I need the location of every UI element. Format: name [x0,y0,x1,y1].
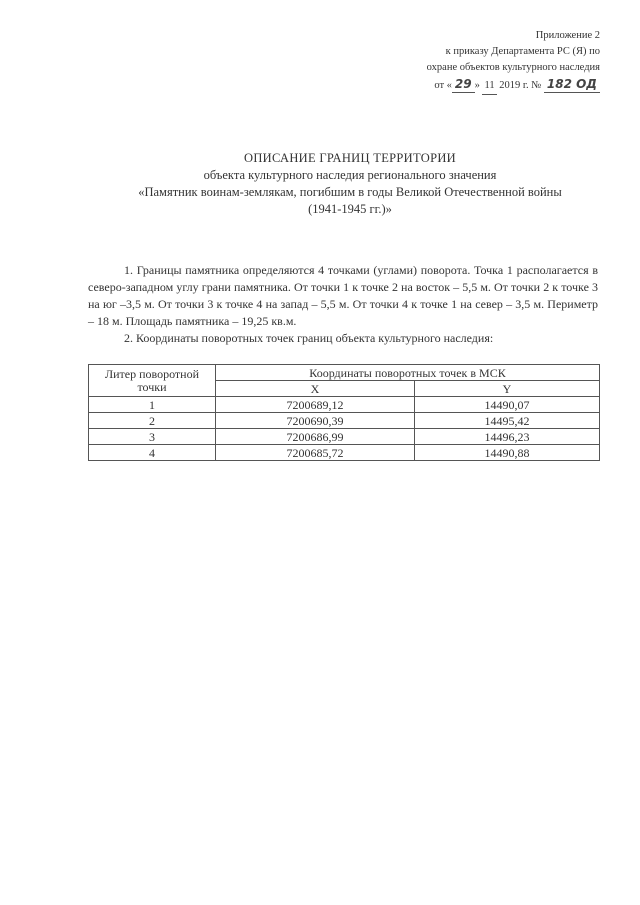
coordinates-table [88,364,600,461]
header-y: Y [415,381,600,397]
appendix-title: Приложение 2 [535,30,600,41]
table-row [89,397,600,413]
cell-y: 14495,42 [415,413,600,429]
table-row [89,429,600,445]
table-header-row [89,365,600,381]
cell-x: 7200689,12 [216,397,415,413]
table-row [89,413,600,429]
header-coordinates: Координаты поворотных точек в МСК [216,365,600,381]
cell-point: 3 [89,429,216,445]
document-heading: ОПИСАНИЕ ГРАНИЦ ТЕРРИТОРИИ [244,151,456,165]
header-x: X [216,381,415,397]
document-subtitle: объекта культурного наследия регионального значения [203,168,497,182]
appendix-department: охране объектов культурного наследия [426,62,600,73]
body-text [88,262,598,347]
cell-x: 7200690,39 [216,413,415,429]
table-row [89,445,600,461]
cell-y: 14490,07 [415,397,600,413]
cell-x: 7200686,99 [216,429,415,445]
cell-y: 14490,88 [415,445,600,461]
cell-point: 1 [89,397,216,413]
date-day: 29 [452,76,475,93]
cell-x: 7200685,72 [216,445,415,461]
paragraph-boundaries: 1. Границы памятника определяются 4 точками (углами) поворота. Точка 1 располагается в северо-западном углу грани памятника. От точки 1 к точке 2 на восток – 5,5 м. От точки 2 к точке 3 на юг –3,5 м. От точки 3 к точке 4 на запад – 5,5 м. От точки 4 к точке 1 на север – 3,5 м. Периметр – 18 м. Площадь памятника – 19,25 кв.м. [88,263,598,328]
appendix-header [360,28,600,95]
date-separator: » [474,80,483,91]
cell-point: 2 [89,413,216,429]
date-prefix: от « [434,80,452,91]
cell-y: 14496,23 [415,429,600,445]
date-year: 2019 г. № [496,80,542,91]
monument-years: (1941-1945 гг.)» [308,202,392,216]
header-liter: Литер поворотной точки [89,365,216,397]
paragraph-coordinates: 2. Координаты поворотных точек границ объекта культурного наследия: [124,331,494,345]
appendix-order-ref: к приказу Департамента РС (Я) по [445,46,600,57]
appendix-date-line [360,76,600,95]
monument-name: «Памятник воинам-землякам, погибшим в годы Великой Отечественной войны [138,185,562,199]
title-block [90,150,610,218]
order-number: 182 ОД [544,76,600,93]
cell-point: 4 [89,445,216,461]
date-month: 11 [482,78,496,95]
